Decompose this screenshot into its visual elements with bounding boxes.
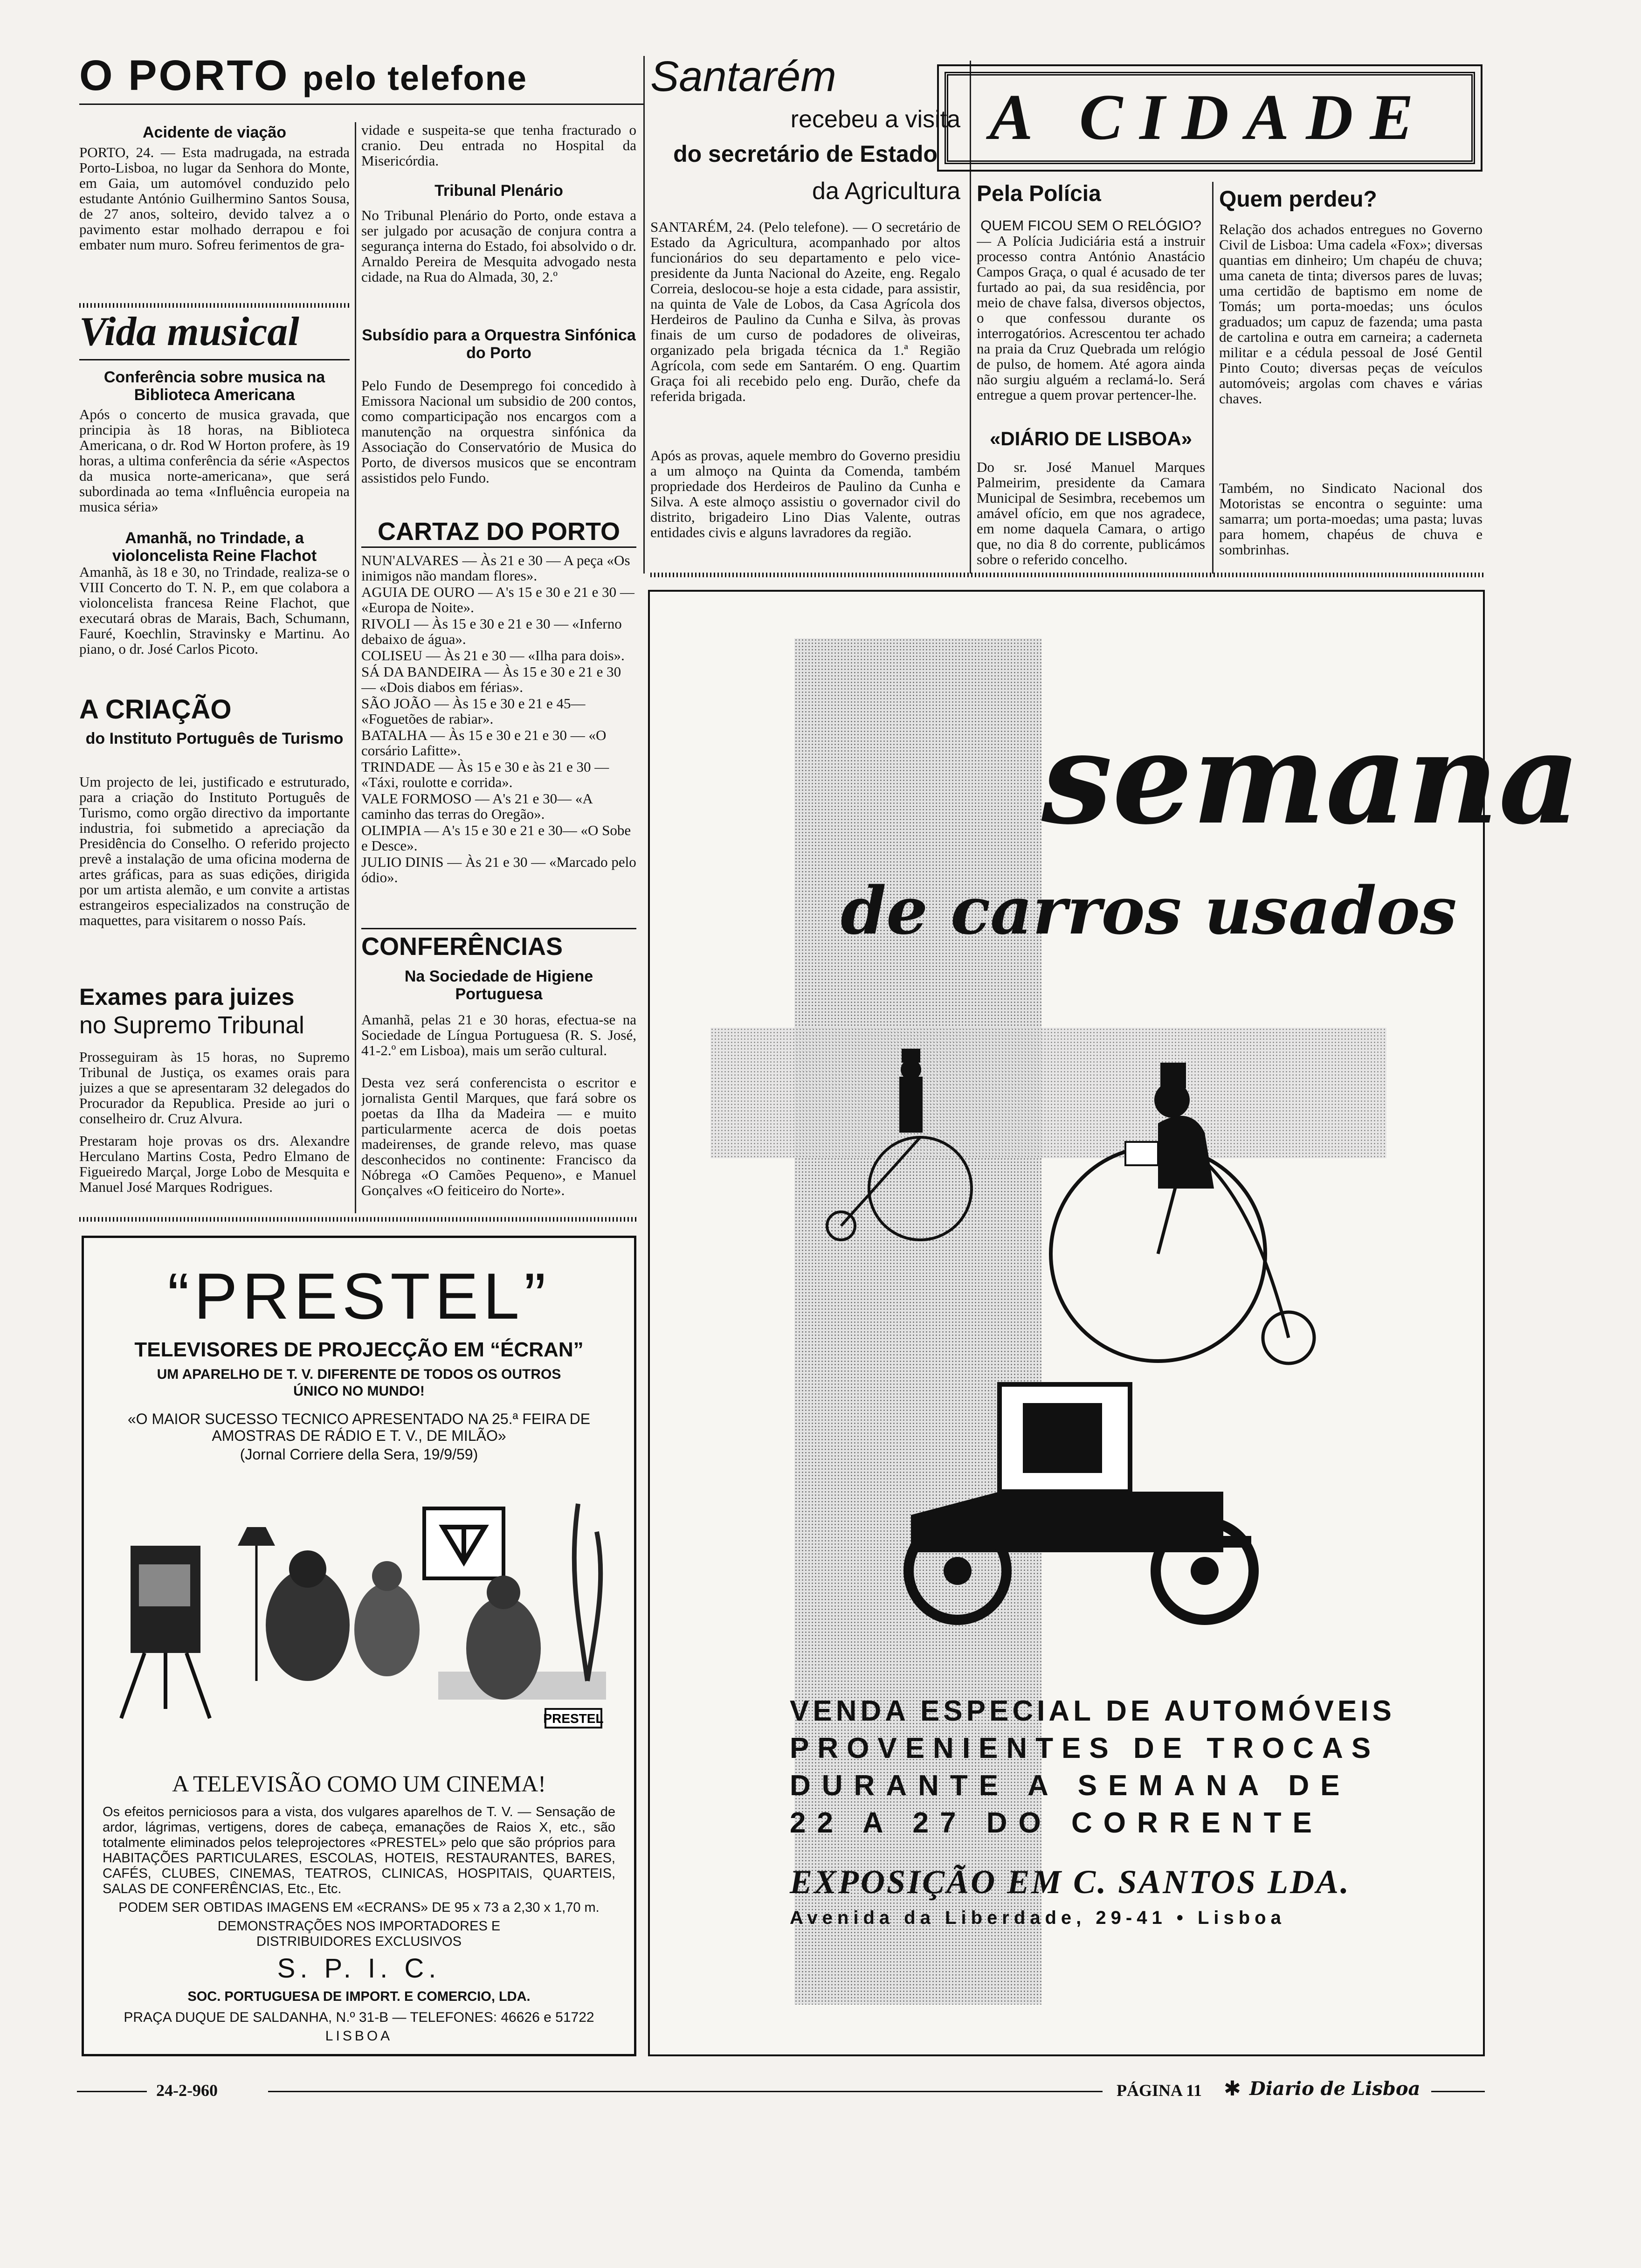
person-silhouette <box>466 1597 541 1700</box>
prestel-city: LISBOA <box>325 2028 393 2044</box>
cartaz-item: AGUIA DE OURO — A's 15 e 30 e 21 e 30 — «Europa de Noite». <box>361 584 634 615</box>
prestel-quote: «O MAIOR SUCESSO TECNICO APRESENTADO NA 25.ª FEIRA DE AMOSTRAS DE RÁDIO E T. V., DE MILÃO» <box>127 1411 591 1444</box>
cartaz-title: CARTAZ DO PORTO <box>378 518 620 546</box>
criacao-body: Um projecto de lei, justificado e estruturado, para a criação do Instituto Português de Turismo, como orgão directivo da importante industria, foi submetido a apreciação da Presidência do Conselho. O referido projecto prevê a instalação de uma oficina moderna de artes gráficas, para as suas edições, dirigida por um artista alemão, e um convite a artistas estrangeiros especializados na construção de maquettes, para visitarem o nosso País. <box>79 774 350 928</box>
prestel-screen-label: PRESTEL <box>543 1711 604 1726</box>
semana-address: Avenida da Liberdade, 29-41 • Lisboa <box>790 1908 1286 1928</box>
semana-title: semana <box>1041 704 1580 852</box>
tribunal-heading: Tribunal Plenário <box>434 182 563 200</box>
exames-title: Exames para juizes <box>79 984 295 1010</box>
semana-line1: VENDA ESPECIAL DE AUTOMÓVEIS <box>790 1695 1395 1727</box>
semana-line2: PROVENIENTES DE TROCAS <box>790 1732 1379 1764</box>
perdeu-heading: Quem perdeu? <box>1219 187 1377 212</box>
footer-line-middle <box>268 2091 1103 2092</box>
cidade-title-box <box>937 64 1482 172</box>
prestel-company-abbr: S. P. I. C. <box>277 1953 441 1984</box>
semana-expo: EXPOSIÇÃO EM C. SANTOS LDA. <box>790 1863 1351 1901</box>
prestel-brand: “PRESTEL” <box>167 1259 551 1333</box>
footer-paper: Diario de Lisboa <box>1249 2078 1420 2100</box>
prestel-claim: UM APARELHO DE T. V. DIFERENTE DE TODOS OS OUTROS ÚNICO NO MUNDO! <box>157 1367 561 1399</box>
cartaz-item: RIVOLI — Às 15 e 30 e 21 e 30 — «Inferno debaixo de água». <box>361 615 622 647</box>
cartaz-item: BATALHA — Às 15 e 30 e 21 e 30 — «O corsário Lafitte». <box>361 727 607 759</box>
cartaz-item: SÁ DA BANDEIRA — Às 15 e 30 e 21 e 30 — «Dois diabos em férias». <box>361 664 621 695</box>
policia-body: — A Polícia Judiciária está a instruir processo contra António Anastácio Campos Graça, o qual é acusado de ter furtado ao pai, da sua residência, por meio de chave falsa, diversos objectos, o que confessou durante os interrogatórios. Acrescentou ter achado na praia da Cruz Quebrada um relógio de pulso, de homem. Até agora ainda não surgiu alguém a reclamá-lo. Será entregue a quem provar pertencer-lhe. <box>977 233 1205 403</box>
conferencias-body1: Amanhã, pelas 21 e 30 horas, efectua-se na Sociedade de Língua Portuguesa (R. S. José, 41-2.º em Lisboa), mais um serão cultural. <box>361 1012 636 1058</box>
santarem-body2: Após as provas, aquele membro do Governo presidiu a um almoço na Quinta da Comenda, também propriedade dos Herdeiros de Paulino da Cunha e Silva. A este almoço assistiu o governador civil do distrito, brigadeiro Lino Dias Valente, outras entidades civis e alguns lavradores da região. <box>650 448 960 540</box>
porto-title-sub: pelo telefone <box>302 59 527 97</box>
footer-star-icon: ✱ <box>1224 2077 1241 2100</box>
cartaz-item: COLISEU — Às 21 e 30 — «Ilha para dois». <box>361 647 625 664</box>
prestel-headline: TELEVISORES DE PROJECÇÃO EM “ÉCRAN” <box>134 1338 584 1361</box>
semana-subtitle: de carros usados <box>841 873 1457 949</box>
prestel-sizes: PODEM SER OBTIDAS IMAGENS EM «ECRANS» DE 95 x 73 a 2,30 x 1,70 m. <box>118 1900 600 1915</box>
santarem-line3: do secretário de Estado <box>673 141 938 167</box>
prestel-demo: DEMONSTRAÇÕES NOS IMPORTADORES E DISTRIBUIDORES EXCLUSIVOS <box>217 1919 501 1949</box>
subsidio-body: Pelo Fundo de Desemprego foi concedido à Emissora Nacional um subsidio de 200 contos, como comparticipação nos encargos com a manutenção na orquestra sinfónica da Associação do Conservatório de Musica do Porto, de diversos musicos que se encontram assistidos pelo Fundo. <box>361 378 636 486</box>
semana-ad <box>648 590 1580 2056</box>
subsidio-heading: Subsídio para a Orquestra Sinfónica do Porto <box>362 326 636 362</box>
cartaz-item: JULIO DINIS — Às 21 e 30 — «Marcado pelo ódio». <box>361 854 636 885</box>
cartaz-underline <box>361 546 636 548</box>
perdeu-body1: Relação dos achados entregues no Governo Civil de Lisboa: Uma cadela «Fox»; diversas quantias em dinheiro; Um chapéu de chuva; uma caneta de tinta; diversos pares de luvas; uma certidão de baptismo em nome de Tomás; um porta-moedas; uns óculos graduados; um capuz de fazenda; uma pasta de cartolina e outra em carneira; a caderneta militar e a cédula pessoal de José Gentil Pinto Couto; diversas peças de veículos automóveis; argolas com chaves e várias chaves. <box>1219 221 1482 407</box>
column-rule <box>643 56 645 574</box>
cartaz-item: NUN'ALVARES — Às 21 e 30 — A peça «Os inimigos não mandam flores». <box>361 553 630 584</box>
semana-line4: 22 A 27 DO CORRENTE <box>790 1807 1323 1839</box>
santarem-body1: SANTARÉM, 24. (Pelo telefone). — O secretário de Estado da Agricultura, acompanhado por altos funcionários do seu departamento e pelo vice-presidente da Junta Nacional do Azeite, eng. Regalo Correia, deslocou-se hoje a esta cidade, para assistir, na quinta de Vale de Lobos, da Casa Agrícola dos Herdeiros de Paulino da Cunha e Silva, às provas finais de um curso de podadores de oliveiras, organizado pela brigada técnica da 1.ª Região Agrícola, com sede em Santarém. O eng. Quartim Graça foi ali recebido pelo eng. Durão, chefe da referida brigada. <box>650 219 960 404</box>
prestel-company: SOC. PORTUGUESA DE IMPORT. E COMERCIO, LDA. <box>187 1989 531 2004</box>
cartaz-item: OLIMPIA — A's 15 e 30 e 21 e 30— «O Sobe e Desce». <box>361 822 631 854</box>
divider <box>650 573 1485 577</box>
prestel-illustration-svg <box>103 1476 615 1756</box>
semana-line3: DURANTE A SEMANA DE <box>790 1770 1351 1802</box>
porto-title-main: O PORTO <box>79 52 290 99</box>
vida-musical-body1: Após o concerto de musica gravada, que principia às 18 horas, na Biblioteca Americana, o dr. Rod W Horton profere, às 19 horas, a ultima conferência da série «Aspectos da musica norte-americana», que será subordinada ao tema «Influência europeia na musica séria» <box>79 407 350 515</box>
footer-line-left <box>77 2091 147 2092</box>
exames-subtitle: no Supremo Tribunal <box>79 1012 304 1039</box>
criacao-title: A CRIAÇÃO <box>79 694 232 725</box>
cartaz-item: SÃO JOÃO — Às 15 e 30 e 21 e 45— «Foguetões de rabiar». <box>361 695 586 727</box>
perdeu-body2: Também, no Sindicato Nacional dos Motoristas se encontra o seguinte: uma samarra; um porta-moedas; uma pasta; luvas para homem, chapéus de chuva e sombrinhas. <box>1219 480 1482 558</box>
criacao-sub: do Instituto Português de Turismo <box>85 730 344 747</box>
column-rule <box>355 122 356 1213</box>
tribunal-body: No Tribunal Plenário do Porto, onde estava a ser julgado por acusação de conjura contra a segurança interna do Estado, foi absolvido o dr. Arnaldo Pereira de Mesquita advogado nesta cidade, na Rua do Almada, 30, 2.º <box>361 207 636 285</box>
column-rule <box>1212 182 1214 574</box>
prestel-illustration <box>103 1476 615 1756</box>
santarem-title: Santarém <box>650 53 836 100</box>
vida-musical-sub1: Conferência sobre musica na Biblioteca Americana <box>103 368 325 404</box>
prestel-source: (Jornal Corriere della Sera, 19/9/59) <box>240 1446 478 1463</box>
cartaz-item: VALE FORMOSO — A's 21 e 30— «A caminho das terras do Oregão». <box>361 790 593 822</box>
cidade-title: A CIDADE <box>989 81 1430 153</box>
porto-accident-heading: Acidente de viação <box>142 124 286 141</box>
santarem-line4: da Agricultura <box>812 178 960 205</box>
prestel-body: Os efeitos perniciosos para a vista, dos vulgares aparelhos de T. V. — Sensação de ardor, lágrimas, vertigens, dores de cabeça, emanações de Raios X, etc., são totalmente eliminados pelos teleprojectores «PRESTEL» pelo que são próprios para HABITAÇÕES PARTICULARES, ESCOLAS, HOTEIS, RESTAURANTES, BARES, CAFÉS, CLUBES, CINEMAS, TEATROS, CLINICAS, HOSPITAIS, QUARTEIS, SALAS DE CONFERÊNCIAS, Etc., Etc. <box>103 1805 615 1896</box>
cartaz-list <box>361 553 636 926</box>
porto-accident-continued: vidade e suspeita-se que tenha fracturado o cranio. Deu entrada no Hospital da Misericórdia. <box>361 122 636 169</box>
vehicles-illustration <box>804 1049 1456 1636</box>
divider <box>79 1217 639 1222</box>
porto-title <box>79 51 643 103</box>
vintage-car <box>909 1384 1254 1620</box>
prestel-address: PRAÇA DUQUE DE SALDANHA, N.º 31-B — TELEFONES: 46626 e 51722 <box>124 2010 594 2025</box>
conferencias-title: CONFERÊNCIAS <box>361 933 563 961</box>
large-bicycle <box>1051 1063 1314 1363</box>
small-bicycle <box>827 1049 972 1240</box>
santarem-line2: recebeu a visita <box>790 106 960 133</box>
footer-page: PÁGINA 11 <box>1117 2081 1202 2100</box>
footer-date: 24-2-960 <box>156 2081 218 2100</box>
prestel-ad <box>82 1236 636 2056</box>
exames-body1: Prosseguiram às 15 horas, no Supremo Tribunal de Justiça, os exames orais para juizes a que se apresentaram 32 delegados do Procurador da Republica. Preside ao juri o conselheiro dr. Cruz Alvura. <box>79 1049 350 1127</box>
prestel-tagline: A TELEVISÃO COMO UM CINEMA! <box>172 1770 546 1797</box>
conferencias-body2: Desta vez será conferencista o escritor e jornalista Gentil Marques, que fará sobre os poetas da Ilha da Madeira — e muito particularmente acerca de dois poetas madeirenses, de grande relevo, mas quase desconhecidos no continente: Francisco da Nóbrega «O Camões Pequeno», e Manuel Gonçalves «O feiticeiro do Norte». <box>361 1075 636 1198</box>
vida-musical-underline <box>79 359 350 360</box>
vida-musical-title: Vida musical <box>79 309 299 354</box>
person-silhouette <box>354 1583 420 1676</box>
vida-musical-sub2: Amanhã, no Trindade, a violoncelista Reine Flachot <box>112 529 317 565</box>
policia-sub: QUEM FICOU SEM O RELÓGIO? <box>980 217 1201 234</box>
vida-musical-body2: Amanhã, às 18 e 30, no Trindade, realiza-se o VIII Concerto do T. N. P., em que colabora a violoncelista francesa Reine Flachot, que executará obras de Marais, Bach, Schumann, Fauré, Koechlin, Stravinsky e Martinu. Ao piano, o dr. José Carlos Picoto. <box>79 564 350 657</box>
policia-heading: Pela Polícia <box>977 181 1101 206</box>
footer-line-right <box>1431 2091 1485 2092</box>
cartaz-item: TRINDADE — Às 15 e 30 e às 21 e 30 — «Táxi, roulotte e corrida». <box>361 759 609 790</box>
cartaz-bottom-line <box>361 928 636 929</box>
divider <box>79 303 350 308</box>
conferencias-sub: Na Sociedade de Higiene Portuguesa <box>404 968 593 1003</box>
porto-accident-body: PORTO, 24. — Esta madrugada, na estrada Porto-Lisboa, no lugar da Senhora do Monte, em Gaia, um automóvel conduzido pelo estudante António Guilhermino Santos Sousa, de 27 anos, solteiro, devido talvez a o pavimento estar molhado derrapou e foi embater num muro. Sofreu ferimentos de gra- <box>79 145 350 253</box>
diario-body: Do sr. José Manuel Marques Palmeirim, presidente da Camara Municipal de Sesimbra, recebemos um amável ofício, em que nos agradece, em nome daquela Camara, o artigo que, no dia 8 do corrente, publicámos sobre o referido concelho. <box>977 459 1205 567</box>
porto-title-underline <box>79 104 643 105</box>
exames-body2: Prestaram hoje provas os drs. Alexandre Herculano Martins Costa, Pedro Elmano de Figueiredo Marçal, Jorge Lobo de Mesquita e Manuel José Marques Rodrigues. <box>79 1133 350 1195</box>
diario-heading: «DIÁRIO DE LISBOA» <box>989 428 1193 449</box>
